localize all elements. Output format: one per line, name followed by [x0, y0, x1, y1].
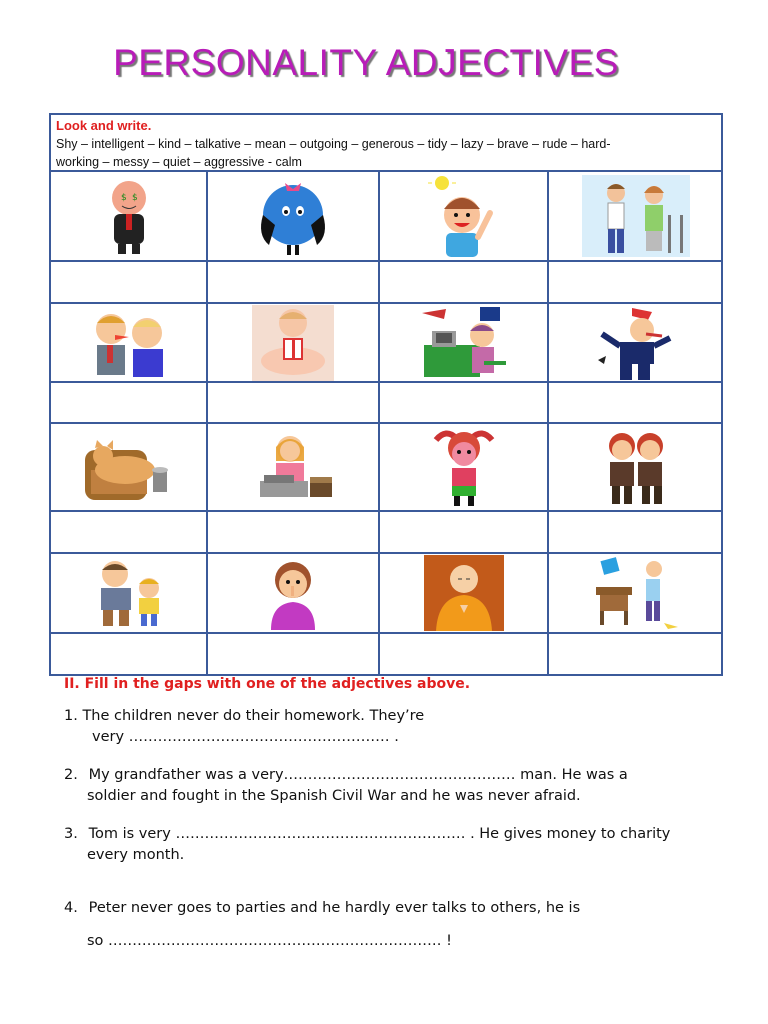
answer-row — [51, 383, 721, 424]
question-2 — [64, 765, 724, 807]
picture-cell — [380, 424, 549, 510]
answer-cell[interactable] — [51, 262, 208, 302]
picture-row — [51, 172, 721, 262]
question-text: every month. — [87, 847, 185, 863]
messy-girl-picture — [426, 426, 502, 508]
calm-monk-picture — [424, 555, 504, 631]
kind-helper-picture — [582, 175, 690, 257]
question-text[interactable]: My grandfather was a very………………………………………… man. He was a — [88, 767, 628, 783]
question-number: 3. — [64, 826, 78, 842]
answer-cell[interactable] — [51, 634, 208, 676]
section-heading: II. Fill in the gaps with one of the adjectives above. — [64, 676, 471, 692]
question-text[interactable]: Tom is very …………………………………………………… . He gives money to charity — [88, 826, 671, 842]
question-number: 2. — [64, 767, 78, 783]
question-1 — [64, 706, 724, 748]
question-number: 1. — [64, 708, 78, 724]
picture-row — [51, 304, 721, 383]
answer-cell[interactable] — [51, 383, 208, 422]
answer-row — [51, 634, 721, 676]
aggressive-man-picture — [592, 304, 680, 382]
answer-cell[interactable] — [380, 512, 549, 552]
worksheet-title: PERSONALITY ADJECTIVES — [113, 42, 619, 83]
question-3 — [64, 824, 724, 866]
answer-row — [51, 262, 721, 304]
answer-cell[interactable] — [380, 383, 549, 422]
svg-text:$: $ — [120, 193, 127, 203]
answer-cell[interactable] — [208, 262, 380, 302]
question-text[interactable]: so …………………………………………………………… ! — [87, 933, 452, 949]
rude-boys-picture — [85, 307, 173, 379]
picture-cell — [549, 304, 723, 381]
answer-cell[interactable] — [51, 512, 208, 552]
picture-table — [49, 113, 723, 676]
question-text: The children never do their homework. They’re — [82, 708, 425, 724]
picture-cell — [208, 424, 380, 510]
answer-cell[interactable] — [549, 512, 723, 552]
lazy-cat-picture — [81, 430, 177, 504]
word-bank-line-2: working – messy – quiet – aggressive - calm — [56, 155, 302, 169]
picture-cell — [51, 304, 208, 381]
bully-boy-picture — [87, 556, 171, 630]
picture-cell — [549, 424, 723, 510]
picture-cell — [549, 172, 723, 260]
shy-girl-picture — [253, 175, 333, 257]
svg-text:$: $ — [131, 193, 138, 203]
talkative-kids-picture — [598, 426, 674, 508]
answer-cell[interactable] — [208, 634, 380, 676]
answer-cell[interactable] — [549, 383, 723, 422]
question-text: Peter never goes to parties and he hardly ever talks to others, he is — [88, 900, 581, 916]
answer-cell[interactable] — [380, 262, 549, 302]
picture-cell — [208, 304, 380, 381]
picture-cell — [208, 172, 380, 260]
picture-cell — [51, 172, 208, 260]
picture-cell — [51, 554, 208, 632]
answer-row — [51, 512, 721, 554]
question-4 — [64, 898, 724, 952]
question-text: soldier and fought in the Spanish Civil War and he was never afraid. — [87, 788, 581, 804]
picture-row — [51, 554, 721, 634]
hard-working-picture — [418, 305, 510, 381]
answer-cell[interactable] — [549, 262, 723, 302]
word-bank-line-1: Shy – intelligent – kind – talkative – mean – outgoing – generous – tidy – lazy – brave – rude – hard- — [56, 137, 611, 151]
mean-man-picture — [94, 176, 164, 256]
picture-cell — [380, 172, 549, 260]
quiet-girl-picture — [265, 556, 321, 630]
instructions-box — [51, 115, 721, 172]
generous-gift-picture — [252, 305, 334, 381]
answer-cell[interactable] — [208, 383, 380, 422]
picture-cell — [208, 554, 380, 632]
picture-cell — [380, 554, 549, 632]
question-number: 4. — [64, 900, 78, 916]
tidy-girl-picture — [250, 431, 336, 503]
instructions-heading: Look and write. — [56, 118, 152, 133]
answer-cell[interactable] — [380, 634, 549, 676]
answer-cell[interactable] — [208, 512, 380, 552]
question-text[interactable]: very ……………………………………………… . — [92, 729, 399, 745]
intelligent-boy-picture — [424, 173, 504, 259]
picture-cell — [549, 554, 723, 632]
picture-row — [51, 424, 721, 512]
picture-cell — [51, 424, 208, 510]
brave-boy-picture — [588, 555, 684, 631]
answer-cell[interactable] — [549, 634, 723, 676]
picture-cell — [380, 304, 549, 381]
